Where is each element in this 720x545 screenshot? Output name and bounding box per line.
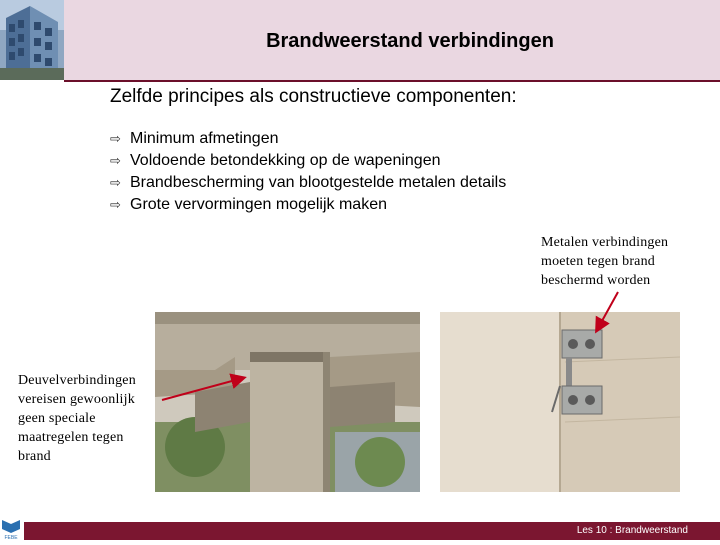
febe-logo [0,518,22,540]
arrow-right-icon: ⇨ [110,153,121,168]
arrow-right-icon: ⇨ [110,197,121,212]
header-divider [64,80,720,82]
caption-metal-connections [541,233,711,290]
metal-connection-photo [440,312,680,492]
caption-line: geen speciale [18,411,96,426]
caption-line: Metalen verbindingen [541,235,669,250]
list-item [110,150,506,172]
arrow-right-icon: ⇨ [110,131,121,146]
svg-text:FEBE: FEBE [4,535,18,540]
caption-line: moeten tegen brand [541,254,656,269]
footer-label: Les 10 : Brandweerstand [576,525,688,536]
list-item [110,172,506,194]
bullet-text: Grote vervormingen mogelijk maken [130,196,387,213]
caption-line: vereisen gewoonlijk [18,392,135,407]
caption-line: brand [18,449,51,464]
caption-line: beschermd worden [541,273,651,288]
list-item [110,194,506,216]
list-item [110,128,506,150]
arrow-right-icon: ⇨ [110,175,121,190]
dowel-connection-photo [155,312,420,492]
bullet-text: Minimum afmetingen [130,130,279,147]
caption-dowel-connections [18,371,158,466]
building-photo [0,0,64,80]
caption-line: maatregelen tegen [18,430,124,445]
caption-line: Deuvelverbindingen [18,373,136,388]
bullet-text: Brandbescherming van blootgestelde metalen details [130,174,507,191]
slide-title: Brandweerstand verbindingen [266,30,554,52]
bullet-list [110,128,506,216]
slide-subtitle: Zelfde principes als constructieve componenten: [110,86,517,107]
bullet-text: Voldoende betondekking op de wapeningen [130,152,441,169]
